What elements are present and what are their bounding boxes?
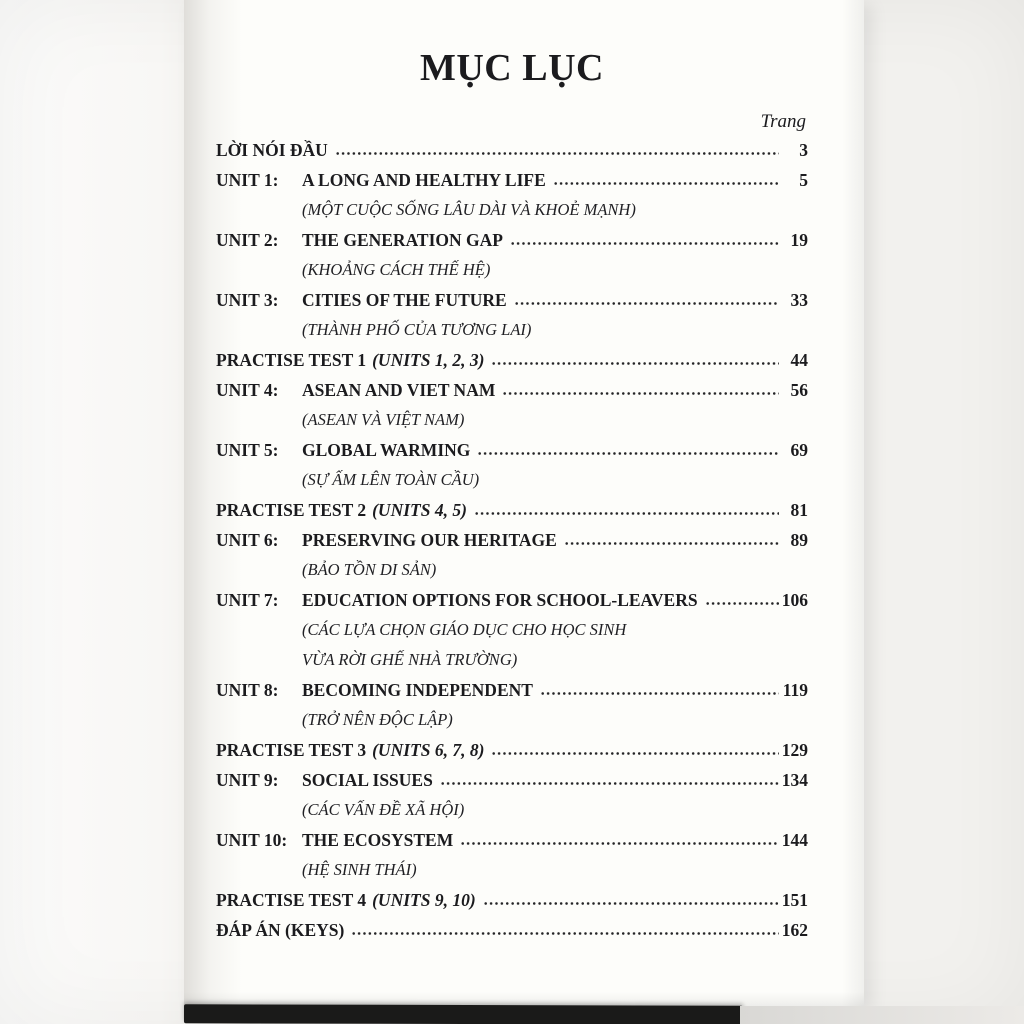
toc-entry (216, 345, 808, 375)
toc-entry-translation-text: VỪA RỜI GHẾ NHÀ TRƯỜNG) (302, 650, 518, 669)
toc-entry-title: EDUCATION OPTIONS FOR SCHOOL-LEAVERS (302, 590, 698, 610)
toc-entry-title: THE ECOSYSTEM (302, 830, 454, 850)
toc-entry-title: LỜI NÓI ĐẦU (216, 140, 328, 160)
page-title: MỤC LỤC (420, 47, 604, 89)
toc-entry (216, 375, 808, 405)
toc-entry (216, 825, 808, 855)
toc-entry-translation (216, 555, 808, 585)
dot-leader (477, 451, 779, 456)
toc-entry-title: ASEAN AND VIET NAM (302, 380, 496, 400)
toc-entry-title: PRACTISE TEST 3 (216, 740, 367, 760)
toc-entry-title: PRACTISE TEST 4 (216, 890, 367, 910)
dot-leader (483, 901, 779, 906)
dot-leader (553, 181, 779, 186)
toc-entry-title: BECOMING INDEPENDENT (302, 680, 533, 700)
toc-entry-unit-label: UNIT 2: (216, 230, 279, 250)
toc-entry-translation-text: (CÁC VẤN ĐỀ XÃ HỘI) (302, 800, 465, 819)
toc-entry-translation-text: (THÀNH PHỐ CỦA TƯƠNG LAI) (302, 320, 532, 339)
toc-entry-translation-text: (BẢO TỒN DI SẢN) (302, 560, 437, 579)
toc-entries (216, 135, 808, 945)
toc-entry-page-number: 134 (781, 770, 808, 790)
toc-entry (216, 675, 808, 705)
toc-entry-page-number: 69 (790, 440, 808, 460)
toc-entry-translation-text: (ASEAN VÀ VIỆT NAM) (302, 410, 465, 429)
toc-entry (216, 585, 808, 615)
book-page (184, 0, 864, 1006)
toc-entry (216, 435, 808, 465)
toc-entry-unit-label: UNIT 9: (216, 770, 279, 790)
dot-leader (510, 241, 779, 246)
toc-entry-translation-text: (SỰ ẤM LÊN TOÀN CẦU) (302, 470, 480, 489)
toc-entry-unit-label: UNIT 6: (216, 530, 279, 550)
toc-entry-translation (216, 855, 808, 885)
dot-leader (514, 301, 779, 306)
toc-entry-translation (216, 255, 808, 285)
dot-leader (351, 931, 778, 936)
toc-entry-page-number: 119 (782, 680, 808, 700)
toc-entry-unit-label: UNIT 7: (216, 590, 279, 610)
dot-leader (540, 691, 779, 696)
toc-entry-unit-label: UNIT 1: (216, 170, 279, 190)
toc-entry-translation (216, 645, 808, 675)
dot-leader (564, 541, 779, 546)
toc-entry (216, 495, 808, 525)
toc-entry (216, 525, 808, 555)
toc-entry-title: A LONG AND HEALTHY LIFE (302, 170, 546, 190)
toc-entry-title-italic: (UNITS 9, 10) (372, 890, 476, 910)
toc-entry-translation-text: (HỆ SINH THÁI) (302, 860, 417, 879)
toc-entry (216, 735, 808, 765)
table-surface (740, 1006, 1024, 1024)
toc-entry (216, 285, 808, 315)
dot-leader (502, 391, 779, 396)
dot-leader (705, 601, 779, 606)
toc-entry-page-number: 56 (790, 380, 808, 400)
toc-entry-title: PRACTISE TEST 1 (216, 350, 367, 370)
toc-entry-translation (216, 405, 808, 435)
toc-entry-unit-label: UNIT 10: (216, 830, 288, 850)
table-of-contents (184, 0, 864, 1006)
toc-entry-page-number: 106 (781, 590, 808, 610)
toc-entry (216, 915, 808, 945)
toc-entry-page-number: 19 (790, 230, 808, 250)
toc-entry-page-number: 129 (781, 740, 808, 760)
toc-entry-page-number: 144 (781, 830, 808, 850)
dot-leader (440, 781, 779, 786)
dot-leader (474, 511, 779, 516)
toc-entry-title: CITIES OF THE FUTURE (302, 290, 507, 310)
toc-entry-page-number: 3 (799, 140, 808, 160)
toc-entry-page-number: 151 (781, 890, 808, 910)
page-column-label: Trang (760, 111, 806, 132)
toc-entry-translation-text: (KHOẢNG CÁCH THẾ HỆ) (302, 260, 491, 279)
toc-entry (216, 165, 808, 195)
toc-entry-page-number: 5 (799, 170, 808, 190)
toc-entry (216, 765, 808, 795)
toc-entry-translation (216, 465, 808, 495)
toc-entry-unit-label: UNIT 5: (216, 440, 279, 460)
toc-entry-translation-text: (TRỞ NÊN ĐỘC LẬP) (302, 710, 453, 729)
toc-entry-translation (216, 315, 808, 345)
dot-leader (460, 841, 779, 846)
toc-entry-title: PRESERVING OUR HERITAGE (302, 530, 557, 550)
toc-entry-page-number: 81 (790, 500, 808, 520)
dot-leader (335, 151, 779, 156)
toc-entry-page-number: 89 (790, 530, 808, 550)
toc-entry-translation (216, 195, 808, 225)
toc-entry-title: THE GENERATION GAP (302, 230, 503, 250)
toc-entry-title: GLOBAL WARMING (302, 440, 471, 460)
dot-leader (491, 361, 779, 366)
toc-entry-page-number: 33 (790, 290, 808, 310)
toc-entry-translation (216, 795, 808, 825)
toc-entry-title: PRACTISE TEST 2 (216, 500, 367, 520)
toc-entry-page-number: 44 (790, 350, 808, 370)
toc-entry-translation-text: (CÁC LỰA CHỌN GIÁO DỤC CHO HỌC SINH (302, 620, 627, 639)
book-cover-edge (184, 1004, 743, 1024)
dot-leader (491, 751, 778, 756)
toc-entry-title-italic: (UNITS 1, 2, 3) (372, 350, 485, 370)
toc-entry-translation (216, 615, 808, 645)
toc-entry (216, 135, 808, 165)
toc-entry-unit-label: UNIT 3: (216, 290, 279, 310)
toc-entry-translation-text: (MỘT CUỘC SỐNG LÂU DÀI VÀ KHOẺ MẠNH) (302, 200, 636, 219)
toc-entry (216, 225, 808, 255)
toc-entry-title: ĐÁP ÁN (KEYS) (216, 920, 345, 940)
toc-entry-unit-label: UNIT 4: (216, 380, 279, 400)
toc-entry (216, 885, 808, 915)
toc-entry-title-italic: (UNITS 4, 5) (372, 500, 467, 520)
toc-entry-title-italic: (UNITS 6, 7, 8) (372, 740, 485, 760)
toc-entry-unit-label: UNIT 8: (216, 680, 279, 700)
toc-entry-page-number: 162 (781, 920, 808, 940)
toc-entry-translation (216, 705, 808, 735)
toc-entry-title: SOCIAL ISSUES (302, 770, 433, 790)
